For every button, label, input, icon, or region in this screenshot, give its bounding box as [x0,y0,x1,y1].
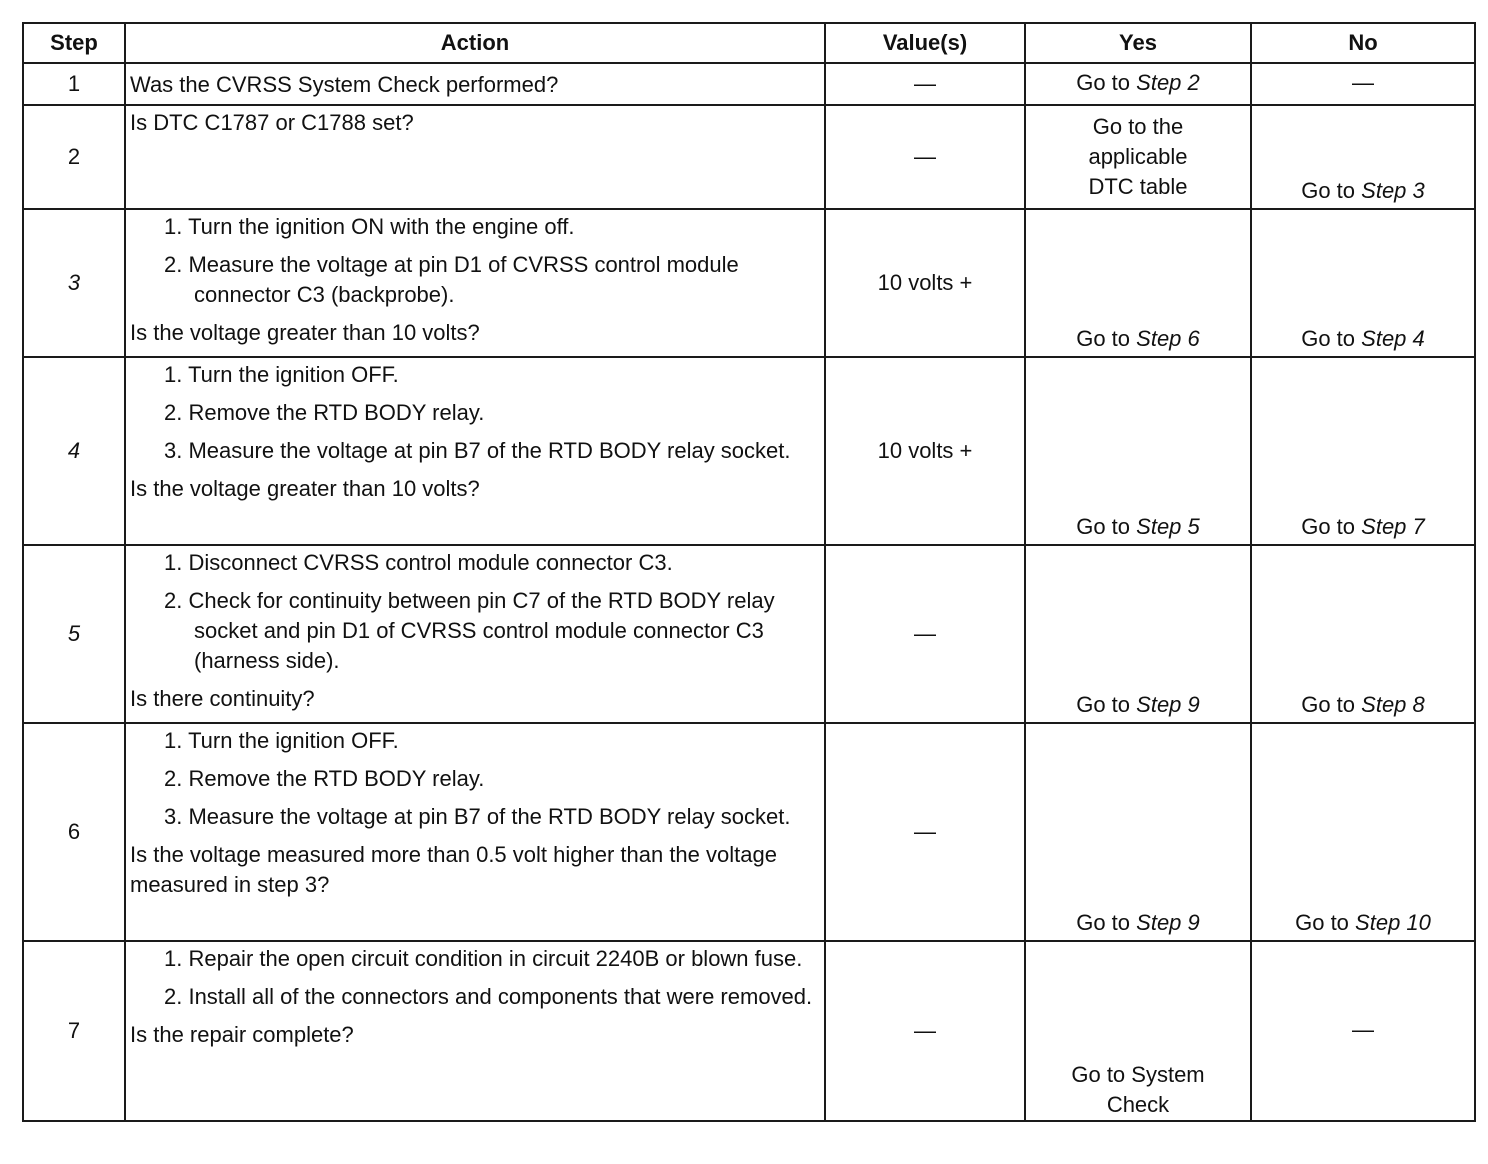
step-number: 7 [23,941,125,1121]
no-prefix: Go to [1301,692,1356,717]
table-row [23,545,1475,723]
no-prefix: Go to [1301,514,1356,539]
value-cell: — [825,63,1025,105]
no-step-link[interactable]: Step 7 [1361,514,1425,539]
table-row [23,357,1475,545]
step-number: 1 [23,63,125,105]
action-question: Is the repair complete? [130,1022,354,1047]
action-substep: 3. Measure the voltage at pin B7 of the RTD BODY relay socket. [164,804,791,829]
yes-cell [1025,357,1251,545]
table-row [23,105,1475,209]
action-question: Is the voltage measured more than 0.5 volt higher than the voltage measured in step 3? [130,842,777,897]
yes-cell [1025,723,1251,941]
action-cell [125,941,825,1121]
action-substep: 1. Repair the open circuit condition in circuit 2240B or blown fuse. [164,946,803,971]
action-question: Is the voltage greater than 10 volts? [130,476,480,501]
action-substep: 3. Measure the voltage at pin B7 of the RTD BODY relay socket. [164,438,791,463]
header-action: Action [125,23,825,63]
no-prefix: Go to [1295,910,1349,935]
action-substep: 1. Turn the ignition OFF. [164,728,399,753]
action-cell [125,63,825,105]
yes-step-link[interactable]: Step 6 [1136,326,1200,351]
action-substep: 2. Remove the RTD BODY relay. [164,400,485,425]
yes-cell[interactable]: Go to System Check [1025,941,1251,1121]
action-cell [125,357,825,545]
action-cell [125,105,825,209]
action-substep: 2. Measure the voltage at pin D1 of CVRSS control module connector C3 (backprobe). [164,252,739,307]
header-no: No [1251,23,1475,63]
table-row [23,941,1475,1121]
action-cell [125,723,825,941]
value-cell: 10 volts + [825,209,1025,357]
action-substep: 2. Install all of the connectors and components that were removed. [164,984,813,1009]
no-cell [1251,545,1475,723]
no-prefix: Go to [1301,326,1356,351]
table-row [23,209,1475,357]
step-number: 4 [23,357,125,545]
no-step-link[interactable]: Step 8 [1361,692,1425,717]
step-number: 2 [23,105,125,209]
value-cell: — [825,941,1025,1121]
action-cell [125,209,825,357]
yes-cell [1025,209,1251,357]
action-substep: 2. Remove the RTD BODY relay. [164,766,485,791]
step-number: 3 [23,209,125,357]
value-cell: — [825,723,1025,941]
yes-prefix: Go to [1076,692,1131,717]
value-cell: — [825,545,1025,723]
action-substep: 1. Turn the ignition ON with the engine off. [164,214,575,239]
header-row [23,23,1475,63]
no-step-link[interactable]: Step 4 [1361,326,1425,351]
no-step-link[interactable]: Step 10 [1355,910,1431,935]
yes-prefix: Go to [1076,514,1131,539]
value-cell: 10 volts + [825,357,1025,545]
yes-cell [1025,545,1251,723]
no-cell: — [1251,63,1475,105]
action-substep: 2. Check for continuity between pin C7 of the RTD BODY relay socket and pin D1 of CVRSS control module connector C3 (harness side). [164,588,775,673]
yes-prefix: Go to [1076,910,1131,935]
diagnostic-table [22,22,1476,1122]
yes-step-link[interactable]: Step 5 [1136,514,1200,539]
yes-step-link[interactable]: Step 2 [1136,70,1200,95]
no-cell: — [1251,941,1475,1121]
yes-step-link[interactable]: Step 9 [1136,910,1200,935]
action-question: Is the voltage greater than 10 volts? [130,320,480,345]
no-cell [1251,723,1475,941]
header-values: Value(s) [825,23,1025,63]
header-yes: Yes [1025,23,1251,63]
yes-cell[interactable]: Go to the applicable DTC table [1025,105,1251,209]
step-number: 6 [23,723,125,941]
action-substep: 1. Disconnect CVRSS control module connector C3. [164,550,673,575]
action-question: Was the CVRSS System Check performed? [130,72,559,97]
step-number: 5 [23,545,125,723]
no-prefix: Go to [1301,178,1356,203]
header-step: Step [23,23,125,63]
value-cell: — [825,105,1025,209]
table-row [23,723,1475,941]
table-row [23,63,1475,105]
yes-step-link[interactable]: Step 9 [1136,692,1200,717]
no-step-link[interactable]: Step 3 [1361,178,1425,203]
yes-prefix: Go to [1076,326,1131,351]
action-cell [125,545,825,723]
action-question: Is DTC C1787 or C1788 set? [130,110,414,135]
no-cell [1251,105,1475,209]
no-cell [1251,357,1475,545]
no-cell [1251,209,1475,357]
yes-prefix: Go to [1076,70,1131,95]
action-substep: 1. Turn the ignition OFF. [164,362,399,387]
action-question: Is there continuity? [130,686,315,711]
yes-cell [1025,63,1251,105]
